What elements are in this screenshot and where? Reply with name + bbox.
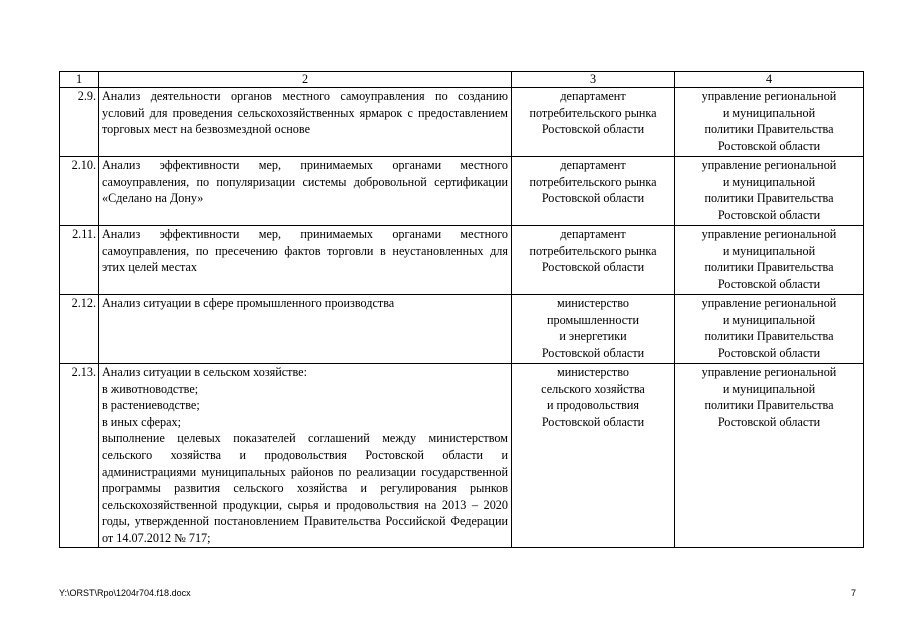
coexecutor-line: политики Правительства [704, 398, 834, 413]
executor-line: и энергетики [559, 329, 627, 344]
coexecutor-line: управление региональной [701, 158, 837, 172]
coexecutor-line: и муниципальной [722, 312, 816, 327]
row-coexecutor [675, 364, 864, 548]
description-line: в иных сферах; [102, 414, 182, 429]
executor-line: Ростовской области [541, 345, 645, 360]
executor-line: департамент [560, 227, 626, 241]
coexecutor-line: Ростовской области [717, 414, 821, 429]
coexecutor-line: Ростовской области [717, 207, 821, 222]
description-text: Анализ эффективности мер, принимаемых органами местного самоуправления, по пресечению фактов торговли в неустановленных для этих целей местах [102, 227, 508, 275]
coexecutor-line: управление региональной [701, 227, 837, 241]
description-line: в растениеводстве; [102, 398, 200, 413]
table-row [60, 226, 864, 295]
executor-line: промышленности [547, 312, 639, 327]
row-number: 2.11. [60, 226, 99, 295]
coexecutor-line: и муниципальной [722, 174, 816, 189]
coexecutor-line: управление региональной [701, 296, 837, 310]
coexecutor-line: Ростовской области [717, 345, 821, 360]
row-executor [512, 364, 675, 548]
row-number: 2.12. [60, 295, 99, 364]
coexecutor-line: и муниципальной [722, 381, 816, 396]
row-coexecutor [675, 157, 864, 226]
description-paragraph: выполнение целевых показателей соглашений между министерством сельского хозяйства и продовольствия Ростовской области и администрациями муниципальных районов по реализации государственной программы развития сельского хозяйства и регулирования рынков сельскохозяйственной продукции, сырья и продовольствия на 2013 – 2020 годы, утвержденной постановлением Правительства Российской Федерации от 14.07.2012 № 717; [102, 431, 508, 545]
row-coexecutor [675, 295, 864, 364]
executor-line: потребительского рынка [529, 243, 657, 258]
row-executor [512, 88, 675, 157]
row-number: 2.9. [60, 88, 99, 157]
description-text: Анализ деятельности органов местного самоуправления по созданию условий для проведения сельскохозяйственных ярмарок с предоставлением торговых мест на безвозмездной основе [102, 89, 508, 137]
row-description [99, 226, 512, 295]
row-executor [512, 157, 675, 226]
table-row [60, 88, 864, 157]
table-header-row [60, 72, 864, 88]
coexecutor-line: политики Правительства [704, 191, 834, 206]
executor-line: департамент [560, 158, 626, 172]
row-description [99, 88, 512, 157]
executor-line: сельского хозяйства [541, 381, 645, 396]
coexecutor-line: политики Правительства [704, 329, 834, 344]
row-coexecutor [675, 226, 864, 295]
coexecutor-line: политики Правительства [704, 122, 834, 137]
executor-line: потребительского рынка [529, 174, 657, 189]
page-number: 7 [851, 588, 857, 598]
coexecutor-line: Ростовской области [717, 138, 821, 153]
table-row [60, 295, 864, 364]
measures-table [59, 71, 864, 548]
coexecutor-line: и муниципальной [722, 105, 816, 120]
executor-line: департамент [560, 89, 626, 103]
description-text: Анализ ситуации в сфере промышленного производства [102, 296, 395, 310]
row-executor [512, 295, 675, 364]
coexecutor-line: управление региональной [701, 89, 837, 103]
header-col-2: 2 [99, 72, 512, 88]
row-coexecutor [675, 88, 864, 157]
executor-line: министерство [556, 296, 630, 310]
executor-line: Ростовской области [541, 260, 645, 275]
description-text: Анализ эффективности мер, принимаемых органами местного самоуправления, по популяризации системы добровольной сертификации «Сделано на Дону» [102, 158, 508, 206]
description-line: Анализ ситуации в сельском хозяйстве: [102, 365, 307, 379]
header-col-1: 1 [60, 72, 99, 88]
header-col-3: 3 [512, 72, 675, 88]
coexecutor-line: управление региональной [701, 365, 837, 379]
executor-line: Ростовской области [541, 191, 645, 206]
description-line: в животноводстве; [102, 381, 199, 396]
coexecutor-line: Ростовской области [717, 276, 821, 291]
table-row [60, 364, 864, 548]
table-row [60, 157, 864, 226]
row-executor [512, 226, 675, 295]
executor-line: министерство [556, 365, 630, 379]
executor-line: потребительского рынка [529, 105, 657, 120]
row-number: 2.13. [60, 364, 99, 548]
row-number: 2.10. [60, 157, 99, 226]
coexecutor-line: и муниципальной [722, 243, 816, 258]
row-description [99, 157, 512, 226]
header-col-4: 4 [675, 72, 864, 88]
row-description [99, 364, 512, 548]
coexecutor-line: политики Правительства [704, 260, 834, 275]
executor-line: Ростовской области [541, 122, 645, 137]
executor-line: и продовольствия [546, 398, 640, 413]
row-description [99, 295, 512, 364]
footer-file-path: Y:\ORST\Rpo\1204r704.f18.docx [59, 588, 191, 598]
executor-line: Ростовской области [541, 414, 645, 429]
